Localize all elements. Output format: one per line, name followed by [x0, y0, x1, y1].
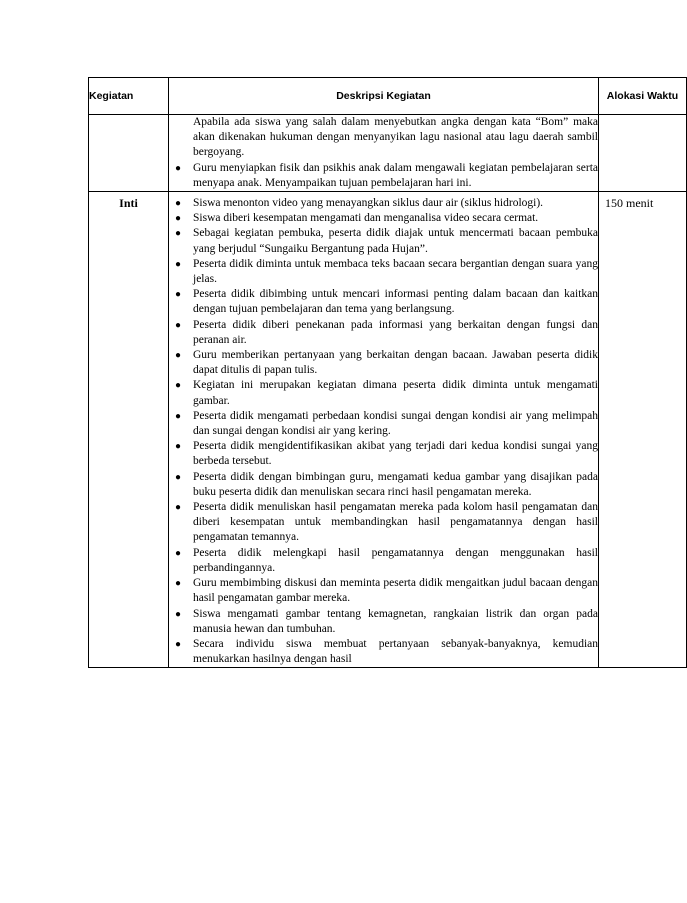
bullet-icon: ●: [175, 162, 182, 174]
list-item-text: Peserta didik dengan bimbingan guru, mengamati kedua gambar yang disajikan pada buku peserta didik dan menuliskan secara rinci hasil pengamatan mereka.: [193, 470, 598, 498]
list-item: [169, 257, 598, 287]
list-item: [169, 226, 598, 256]
bullet-icon: ●: [175, 380, 182, 392]
bullet-icon: ●: [175, 258, 182, 270]
bullet-icon: ●: [175, 319, 182, 331]
time-allocation: 150 menit: [599, 192, 687, 668]
list-item-text: Siswa diberi kesempatan mengamati dan menganalisa video secara cermat.: [193, 212, 539, 225]
stage-label: Inti: [89, 192, 169, 668]
list-item: [169, 211, 598, 226]
header-kegiatan: Kegiatan: [89, 78, 169, 115]
description-cell: [169, 115, 599, 192]
list-item: [169, 637, 598, 667]
bullet-icon: ●: [175, 638, 182, 650]
bullet-icon: ●: [175, 198, 182, 210]
bullet-icon: ●: [175, 547, 182, 559]
table-header-row: [89, 78, 687, 115]
list-item: [169, 607, 598, 637]
list-item-text: Siswa menonton video yang menayangkan siklus daur air (siklus hidrologi).: [193, 197, 544, 210]
list-item-text: Guru menyiapkan fisik dan psikhis anak dalam mengawali kegiatan pembelajaran serta menyapa anak. Menyampaikan tujuan pembelajaran hari ini.: [193, 161, 598, 189]
list-item: [169, 409, 598, 439]
description-cell: [169, 192, 599, 668]
bullet-icon: ●: [175, 471, 182, 483]
list-item: [169, 348, 598, 378]
lesson-activity-table: [88, 77, 687, 668]
list-item: [169, 196, 598, 211]
header-deskripsi: Deskripsi Kegiatan: [169, 78, 599, 115]
list-item-text: Peserta didik mengamati perbedaan kondisi sungai dengan kondisi air yang melimpah dan sungai dengan kondisi air yang kering.: [193, 409, 598, 438]
list-item: [169, 318, 598, 348]
bullet-icon: ●: [175, 350, 182, 362]
list-item: [169, 470, 598, 500]
table-row: [89, 192, 687, 668]
list-item: [169, 161, 598, 191]
list-item-text: Secara individu siswa membuat pertanyaan sebanyak-banyaknya, kemudian menukarkan hasilnya dengan hasil: [193, 637, 598, 666]
activity-list: [169, 161, 598, 191]
list-item-text: Peserta didik dibimbing untuk mencari informasi penting dalam bacaan dan kaitkan dengan tujuan pembelajaran dan tema yang berlangsung.: [193, 288, 598, 316]
list-item-text: Peserta didik melengkapi hasil pengamatannya dengan menggunakan hasil perbandingannya.: [193, 546, 598, 574]
header-alokasi: Alokasi Waktu: [599, 78, 687, 115]
list-item: [169, 378, 598, 408]
allocation-cell-empty: [599, 115, 687, 192]
bullet-icon: ●: [175, 608, 182, 620]
bullet-icon: ●: [175, 213, 182, 225]
list-item-text: Guru memberikan pertanyaan yang berkaitan dengan bacaan. Jawaban peserta didik dapat ditulis di papan tulis.: [193, 349, 598, 377]
bullet-icon: ●: [175, 289, 182, 301]
list-item-text: Kegiatan ini merupakan kegiatan dimana peserta didik diminta untuk mengamati gambar.: [193, 379, 598, 407]
list-item: [169, 576, 598, 606]
list-item: [169, 546, 598, 576]
bullet-icon: ●: [175, 410, 182, 422]
activity-list: [169, 196, 598, 667]
list-item-text: Peserta didik diminta untuk membaca teks bacaan secara bergantian dengan suara yang jelas.: [193, 257, 598, 286]
list-item-text: Sebagai kegiatan pembuka, peserta didik diajak untuk mencermati bacaan pembuka yang berjudul “Sungaiku Bergantung pada Hujan”.: [193, 227, 598, 255]
stage-cell-empty: [89, 115, 169, 192]
list-item-text: Siswa mengamati gambar tentang kemagnetan, rangkaian listrik dan organ pada manusia hewan dan tumbuhan.: [193, 607, 598, 635]
bullet-icon: ●: [175, 502, 182, 514]
continuation-paragraph: Apabila ada siswa yang salah dalam menyebutkan angka dengan kata “Bom” maka akan dikenakan hukuman dengan menyanyikan lagu nasional atau lagu daerah sambil bergoyang.: [193, 116, 598, 159]
list-item: [169, 287, 598, 317]
table-row: [89, 115, 687, 192]
list-item: [169, 439, 598, 469]
list-item-text: Peserta didik diberi penekanan pada informasi yang berkaitan dengan fungsi dan peranan air.: [193, 318, 598, 346]
list-item-text: Guru membimbing diskusi dan meminta peserta didik mengaitkan judul bacaan dengan hasil pengamatan gambar mereka.: [193, 577, 598, 605]
bullet-icon: ●: [175, 228, 182, 240]
bullet-icon: ●: [175, 578, 182, 590]
list-item-text: Peserta didik mengidentifikasikan akibat yang terjadi dari kedua kondisi sungai yang berbeda tersebut.: [193, 440, 598, 468]
bullet-icon: ●: [175, 441, 182, 453]
list-item: [169, 500, 598, 546]
list-item-text: Peserta didik menuliskan hasil pengamatan mereka pada kolom hasil pengamatan dan diberi kesempatan untuk membandingkan hasil pengamatannya dengan hasil pengamatan temannya.: [193, 501, 598, 544]
